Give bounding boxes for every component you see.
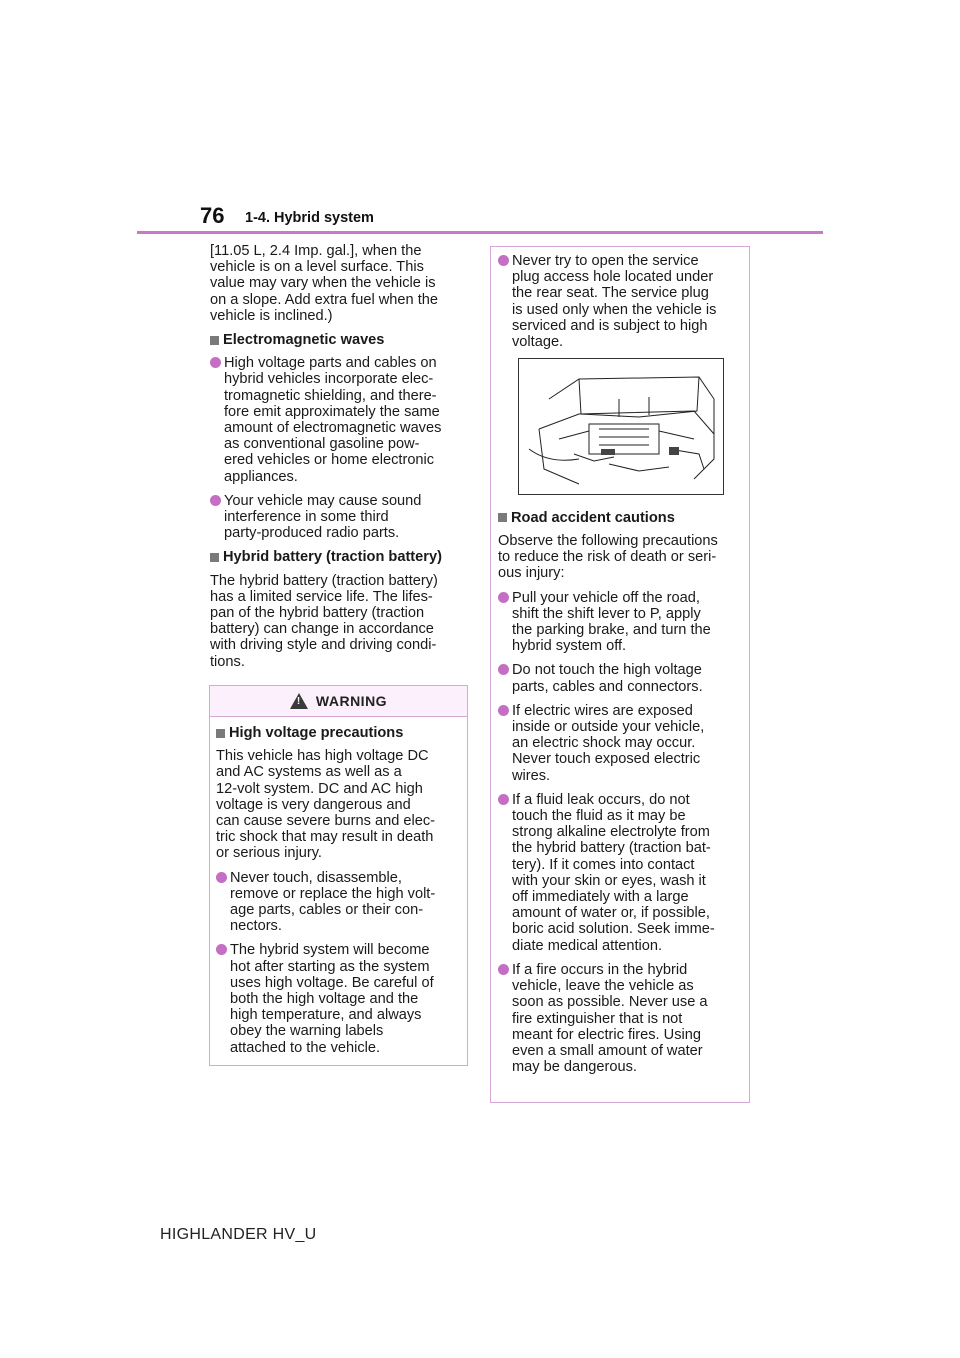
warning-continued-box bbox=[490, 246, 750, 1103]
list-item bbox=[498, 792, 743, 954]
circle-bullet-icon bbox=[498, 255, 509, 266]
battery-heading bbox=[210, 549, 468, 565]
list-item-text: If a fire occurs in the hybrid vehicle, leave the vehicle as soon as possible. Never use a fire extinguisher that is not meant for electric fires. Using even a small amount of water may be dangerous. bbox=[512, 961, 708, 1076]
square-bullet-icon bbox=[210, 336, 219, 345]
circle-bullet-icon bbox=[498, 794, 509, 805]
list-item bbox=[210, 493, 468, 542]
warning-text: This vehicle has high voltage DC and AC systems as well as a 12-volt system. DC and AC high voltage is very dangerous and can cause severe burns and elec- tric shock that may result in death or serious injury. bbox=[216, 748, 436, 862]
circle-bullet-icon bbox=[498, 664, 509, 675]
list-item-text: Your vehicle may cause sound interference in some third party-produced radio parts. bbox=[224, 492, 422, 542]
list-item bbox=[498, 253, 743, 350]
circle-bullet-icon bbox=[498, 592, 509, 603]
road-text: Observe the following precautions to reduce the risk of death or seri- ous injury: bbox=[498, 533, 718, 582]
warning-heading-label: High voltage precautions bbox=[229, 725, 404, 741]
list-item bbox=[498, 962, 743, 1075]
em-heading-label: Electromagnetic waves bbox=[223, 332, 385, 349]
list-item-text: Never touch, disassemble, remove or replace the high volt- age parts, cables or their con- nectors. bbox=[230, 869, 436, 935]
list-item-text: High voltage parts and cables on hybrid vehicles incorporate elec- tromagnetic shielding, and there- fore emit approximately the same amount of electromagnetic waves as conventional gasoline pow- ered vehicles or home electronic appliances. bbox=[224, 355, 442, 485]
circle-bullet-icon bbox=[498, 705, 509, 716]
section-title: 1-4. Hybrid system bbox=[245, 210, 374, 226]
circle-bullet-icon bbox=[216, 944, 227, 955]
road-heading-label: Road accident cautions bbox=[511, 509, 675, 526]
rear-seat-drawing bbox=[519, 359, 723, 494]
warning-triangle-icon: ! bbox=[290, 693, 308, 709]
warning-box bbox=[209, 685, 468, 1066]
warning-title: WARNING bbox=[315, 692, 388, 709]
list-item bbox=[216, 870, 462, 935]
list-item-text: If electric wires are exposed inside or outside your vehicle, an electric shock may occur. Never touch exposed electric wires. bbox=[512, 702, 705, 784]
square-bullet-icon bbox=[498, 513, 507, 522]
warning-heading bbox=[216, 725, 462, 741]
header-rule bbox=[137, 231, 823, 234]
service-plug-illustration bbox=[518, 358, 724, 495]
square-bullet-icon bbox=[216, 729, 225, 738]
list-item-text: The hybrid system will become hot after starting as the system uses high voltage. Be careful of both the high voltage and the high temperature, and always obey the warning labels attached to the vehicle. bbox=[230, 942, 434, 1056]
intro-text: [11.05 L, 2.4 Imp. gal.], when the vehicle is on a level surface. This value may vary when the vehicle is on a slope. Add extra fuel when the vehicle is inclined.) bbox=[210, 243, 438, 324]
list-item bbox=[498, 662, 743, 694]
list-item bbox=[216, 942, 462, 1055]
battery-heading-label: Hybrid battery (traction battery) bbox=[223, 549, 442, 566]
left-column bbox=[210, 243, 468, 670]
list-item-text: Pull your vehicle off the road, shift the shift lever to P, apply the parking brake, and turn the hybrid system off. bbox=[512, 589, 711, 655]
warning-header bbox=[210, 686, 467, 717]
list-item bbox=[210, 355, 468, 485]
battery-text: The hybrid battery (traction battery) has a limited service life. The lifes- pan of the hybrid battery (traction battery) can change in accordance with driving style and driving condi- tions. bbox=[210, 572, 438, 670]
page-number: 76 bbox=[200, 203, 225, 228]
list-item-text: If a fluid leak occurs, do not touch the fluid as it may be strong alkaline electrolyte from the hybrid battery (traction bat- tery). If it comes into contact with your skin or eyes, wash it off immediately with a large amount of water or, if possible, boric acid solution. Seek imme- diate medical attention. bbox=[512, 791, 715, 954]
circle-bullet-icon bbox=[216, 872, 227, 883]
road-heading bbox=[498, 510, 743, 526]
list-item bbox=[498, 703, 743, 784]
circle-bullet-icon bbox=[210, 495, 221, 506]
circle-bullet-icon bbox=[498, 964, 509, 975]
list-item-text: Never try to open the service plug access hole located under the rear seat. The service plug is used only when the vehicle is serviced and is subject to high voltage. bbox=[512, 253, 717, 351]
circle-bullet-icon bbox=[210, 357, 221, 368]
square-bullet-icon bbox=[210, 553, 219, 562]
em-heading bbox=[210, 332, 468, 348]
footer-model: HIGHLANDER HV_U bbox=[160, 1226, 317, 1243]
list-item bbox=[498, 590, 743, 655]
list-item-text: Do not touch the high voltage parts, cables and connectors. bbox=[512, 662, 703, 695]
